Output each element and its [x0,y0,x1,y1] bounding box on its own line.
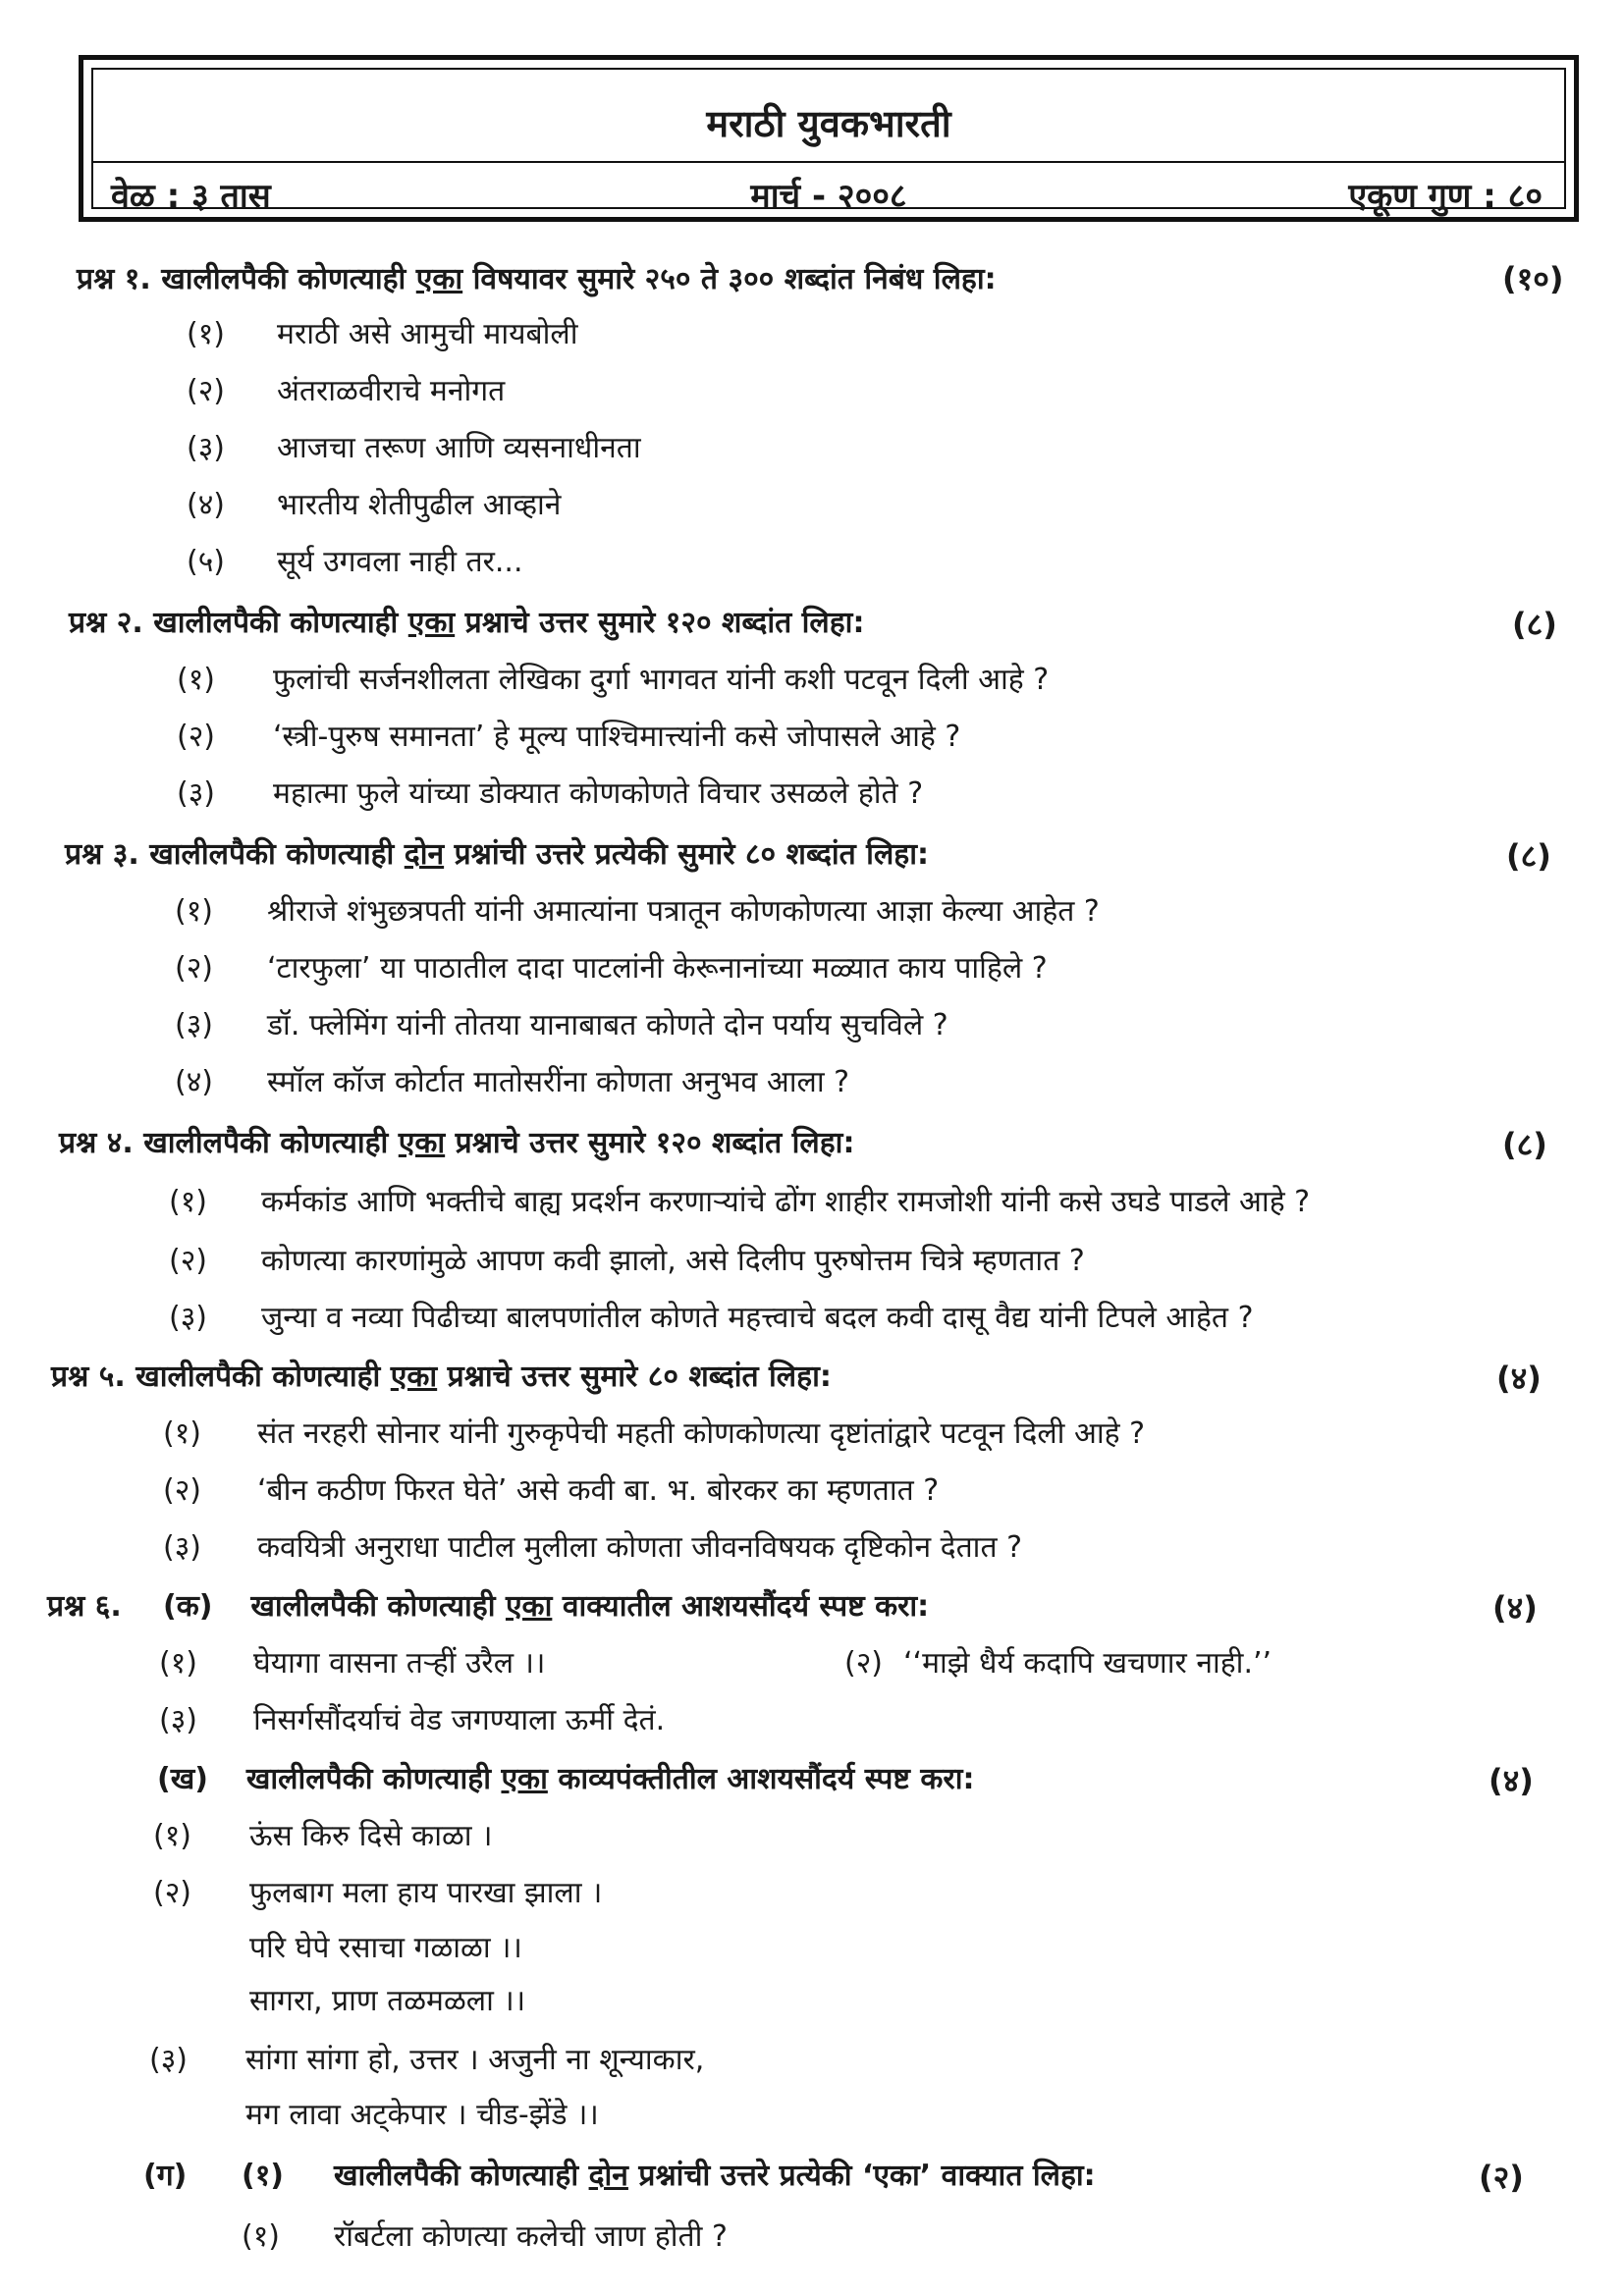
question-5-marks: (४) [1496,1360,1542,1397]
question-text-post: काव्यपंक्तीतील आशयसौंदर्य स्पष्ट करा: [558,1762,975,1796]
question-item: श्रीराजे शंभुछत्रपती यांनी अमात्यांना पत्रातून कोणकोणत्या आज्ञा केल्या आहेत ? [267,894,1100,929]
paper-title: मराठी युवकभारती [706,102,951,145]
question-label: प्रश्न ३. [65,837,139,872]
question-text-underlined: एका [390,1360,438,1394]
question-label: प्रश्न १. [77,262,151,296]
exam-date: मार्च - २००८ [750,177,907,216]
item-number: (१) [153,1819,192,1853]
sub-question-label: (ख) [157,1762,208,1796]
question-item: संत नरहरी सोनार यांनी गुरुकृपेची महती कोणकोणत्या दृष्टांतांद्वारे पटवून दिली आहे ? [257,1416,1146,1451]
question-6-ga-sub-label: (१) [242,2159,285,2193]
item-number: (५) [187,545,226,579]
item-number: (१) [169,1185,208,1219]
question-3-heading [65,832,929,873]
question-text-underlined: एका [415,262,463,296]
essay-topic: आजचा तरूण आणि व्यसनाधीनता [277,431,641,465]
question-text-pre: खालीलपैकी कोणत्याही [161,262,406,296]
question-text-pre: खालीलपैकी कोणत्याही [149,837,395,872]
question-5-heading [51,1355,832,1395]
item-number: (१) [177,663,216,697]
item-number: (३) [175,1008,214,1042]
question-text-post: प्रश्नांची उत्तरे प्रत्येकी सुमारे ८० शब्दांत लिहा: [454,837,929,872]
poem-line: सागरा, प्राण तळमळला ।। [249,1984,526,2018]
question-text-post: वाक्यातील आशयसौंदर्य स्पष्ट करा: [562,1589,930,1624]
question-text-pre: खालीलपैकी कोणत्याही [250,1589,496,1624]
question-4-heading [59,1121,854,1161]
item-number: (२) [163,1473,202,1508]
item-number: (३) [187,431,226,465]
sub-question-label: (क) [163,1589,213,1624]
item-number: (१) [163,1416,202,1451]
item-number: (४) [175,1065,214,1099]
essay-topic: सूर्य उगवला नाही तर... [277,545,523,579]
question-text-post: विषयावर सुमारे २५० ते ३०० शब्दांत निबंध लिहा: [472,262,997,296]
question-text-underlined: दोन [588,2159,628,2193]
item-number: (३) [169,1301,208,1335]
question-6-kha-marks: (४) [1489,1762,1534,1799]
question-item: जुन्या व नव्या पिढीच्या बालपणांतील कोणते महत्त्वाचे बदल कवी दासू वैद्य यांनी टिपले आहेत ? [261,1301,1254,1335]
sentence-item: घेयागा वासना तऱ्हीं उरैल ।। [253,1646,546,1681]
essay-topic: अंतराळवीराचे मनोगत [277,374,506,408]
question-text-underlined: एका [398,1126,446,1160]
question-text-post: प्रश्नाचे उत्तर सुमारे १२० शब्दांत लिहा: [464,606,865,640]
poem-line: परि घेपे रसाचा गळाळा ।। [249,1931,522,1965]
question-1-heading [77,257,997,297]
question-text-pre: खालीलपैकी कोणत्याही [245,1762,491,1796]
item-number: (२) [169,1244,208,1278]
item-number: (२) [153,1876,192,1910]
question-text-underlined: एका [501,1762,548,1796]
poem-line: सांगा सांगा हो, उत्तर । अजुनी ना शून्याकार, [245,2043,705,2077]
question-4-marks: (८) [1502,1126,1547,1163]
essay-topic: भारतीय शेतीपुढील आव्हाने [277,488,562,522]
question-6-kha-heading [157,1757,974,1797]
item-number: (२) [175,951,214,986]
question-item: ‘स्त्री-पुरुष समानता’ हे मूल्य पाश्चिमात्त्यांनी कसे जोपासले आहे ? [273,720,961,754]
question-item: कर्मकांड आणि भक्तीचे बाह्य प्रदर्शन करणाऱ्यांचे ढोंग शाहीर रामजोशी यांनी कसे उघडे पाडले आहे ? [261,1185,1311,1219]
question-text-pre: खालीलपैकी कोणत्याही [334,2159,579,2193]
question-item: कोणत्या कारणांमुळे आपण कवी झालो, असे दिलीप पुरुषोत्तम चित्रे म्हणतात ? [261,1244,1085,1278]
item-number: (३) [177,776,216,811]
header-divider [93,161,1564,163]
item-number: (१) [187,317,226,351]
question-6-ga-heading [334,2154,1096,2194]
question-6-ka-marks: (४) [1492,1589,1538,1627]
poem-line: ऊंस किरु दिसे काळा । [249,1819,493,1853]
essay-topic: मराठी असे आमुची मायबोली [277,317,578,351]
question-text-pre: खालीलपैकी कोणत्याही [135,1360,381,1394]
question-item: ‘बीन कठीण फिरत घेते’ असे कवी बा. भ. बोरकर का म्हणतात ? [257,1473,940,1508]
question-label: प्रश्न ५. [51,1360,126,1394]
question-text-underlined: दोन [404,837,445,872]
item-number: (३) [159,1703,198,1737]
question-item: ‘टारफुला’ या पाठातील दादा पाटलांनी केरूनानांच्या मळ्यात काय पाहिले ? [267,951,1048,986]
question-text-post: प्रश्नाचे उत्तर सुमारे ८० शब्दांत लिहा: [447,1360,832,1394]
sentence-item: ‘‘माझे धैर्य कदापि खचणार नाही.’’ [903,1646,1272,1681]
item-number: (२) [187,374,226,408]
item-number: (१) [159,1646,198,1681]
question-6-ga-label: (ग) [143,2159,188,2193]
question-6-ga-marks: (२) [1479,2159,1524,2196]
question-6-ka-heading [163,1584,929,1625]
question-1-marks: (१०) [1502,260,1564,297]
question-item: कवयित्री अनुराधा पाटील मुलीला कोणता जीवनविषयक दृष्टिकोन देतात ? [257,1530,1023,1565]
question-label: प्रश्न ४. [59,1126,134,1160]
question-text-post: प्रश्नाचे उत्तर सुमारे १२० शब्दांत लिहा: [455,1126,855,1160]
question-item: फुलांची सर्जनशीलता लेखिका दुर्गा भागवत यांनी कशी पटवून दिली आहे ? [273,663,1050,697]
question-item: रॉबर्टला कोणत्या कलेची जाण होती ? [334,2219,728,2254]
sentence-item: निसर्गसौंदर्याचं वेड जगण्याला ऊर्मी देतं. [253,1703,666,1737]
question-text-underlined: एका [407,606,456,640]
item-number: (४) [187,488,226,522]
question-2-heading [69,601,864,641]
item-number: (२) [844,1646,884,1681]
question-text-pre: खालीलपैकी कोणत्याही [153,606,399,640]
item-number: (३) [149,2043,189,2077]
question-3-marks: (८) [1506,837,1551,875]
question-2-marks: (८) [1512,606,1557,643]
item-number: (२) [177,720,216,754]
item-number: (१) [175,894,214,929]
question-text-pre: खालीलपैकी कोणत्याही [143,1126,389,1160]
question-item: डॉ. फ्लेमिंग यांनी तोतया यानाबाबत कोणते दोन पर्याय सुचविले ? [267,1008,948,1042]
question-6-label: प्रश्न ६. [47,1589,122,1624]
question-label: प्रश्न २. [69,606,143,640]
question-item: महात्मा फुले यांच्या डोक्यात कोणकोणते विचार उसळले होते ? [273,776,924,811]
poem-line: फुलबाग मला हाय पारखा झाला । [249,1876,603,1910]
time-allowed: वेळ : ३ तास [111,177,271,216]
question-text-post: प्रश्नांची उत्तरे प्रत्येकी ‘एका’ वाक्यात लिहा: [638,2159,1096,2193]
item-number: (१) [242,2219,281,2254]
header-box [79,55,1579,222]
question-item: स्मॉल कॉज कोर्टात मातोसरींना कोणता अनुभव आला ? [267,1065,850,1099]
poem-line: मग लावा अट्केपार । चीड-झेंडे ।। [245,2098,599,2132]
question-text-underlined: एका [505,1589,553,1624]
total-marks: एकूण गुण : ८० [1348,177,1543,216]
item-number: (३) [163,1530,202,1565]
header-inner-border [91,68,1566,216]
